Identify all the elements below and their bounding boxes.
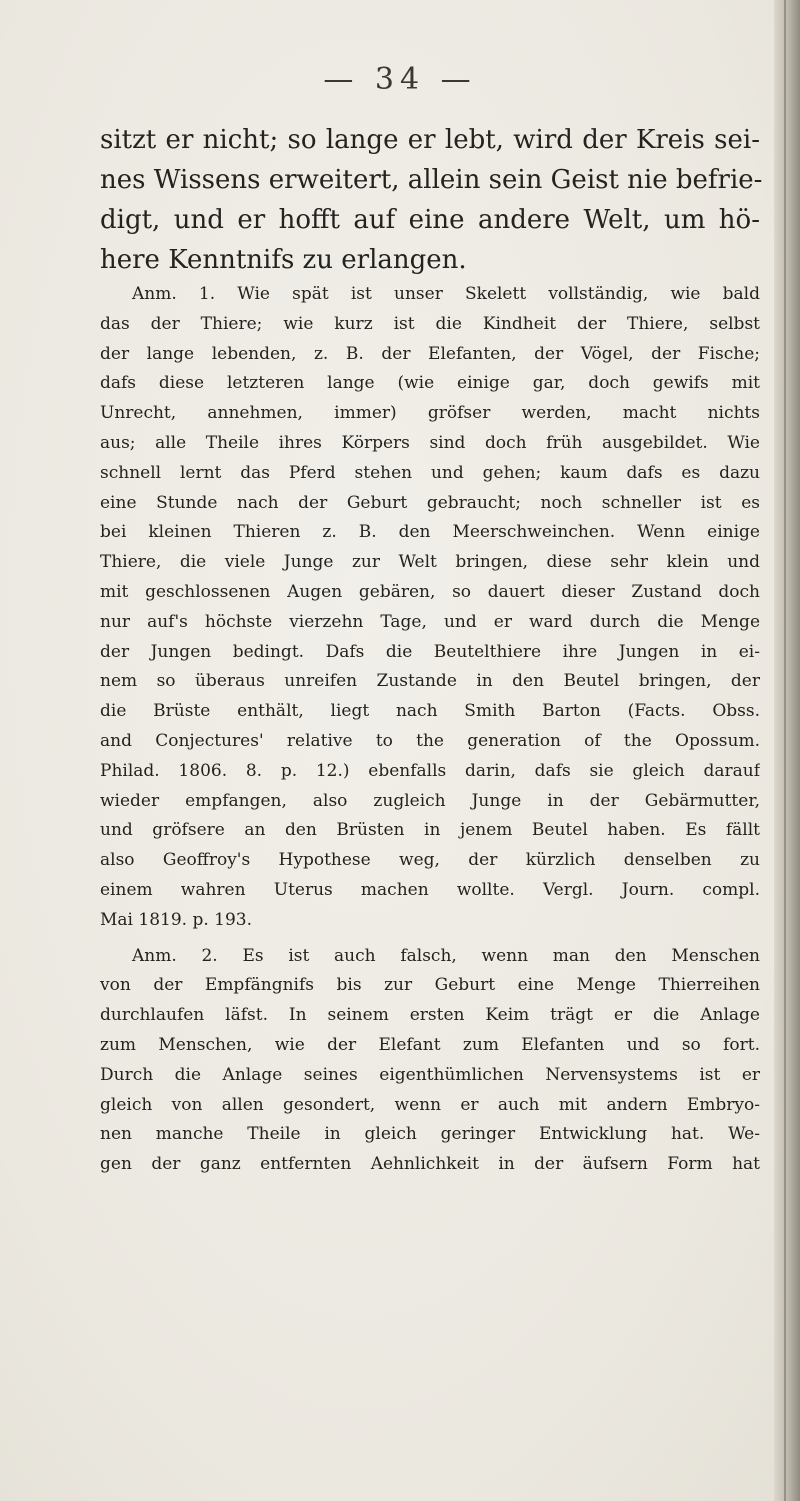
note-2 (100, 942, 760, 1180)
note-line: die Brüste enthält, liegt nach Smith Barton (Facts. Obss. (100, 701, 760, 722)
note-line: Durch die Anlage seines eigenthümlichen Nervensystems ist er (100, 1064, 760, 1085)
main-line: digt, und er hofft auf eine andere Welt, um hö- (100, 205, 760, 235)
note-line: wieder empfangen, also zugleich Junge in der Gebärmutter, (100, 790, 760, 811)
main-line: sitzt er nicht; so lange er lebt, wird der Kreis sei- (100, 125, 760, 155)
note-line: und gröfsere an den Brüsten in jenem Beutel haben. Es fällt (100, 820, 760, 841)
note-line: Unrecht, annehmen, immer) gröfser werden, macht nichts (100, 403, 760, 424)
main-line: nes Wissens erweitert, allein sein Geist nie befrie- (100, 165, 763, 195)
note-line: aus; alle Theile ihres Körpers sind doch früh ausgebildet. Wie (100, 432, 760, 453)
note-line: bei kleinen Thieren z. B. den Meerschweinchen. Wenn einige (100, 522, 760, 543)
note-line: dafs diese letzteren lange (wie einige gar, doch gewifs mit (100, 373, 760, 394)
note-line: nen manche Theile in gleich geringer Entwicklung hat. We- (100, 1124, 760, 1145)
note-line: einem wahren Uterus machen wollte. Vergl. Journ. compl. (100, 879, 760, 900)
note-line: Anm. 2. Es ist auch falsch, wenn man den Menschen (132, 945, 760, 966)
note-line: von der Empfängnifs bis zur Geburt eine Menge Thierreihen (100, 975, 760, 996)
footnotes (100, 280, 760, 1186)
note-line: mit geschlossenen Augen gebären, so dauert dieser Zustand doch (100, 581, 760, 602)
note-line: also Geoffroy's Hypothese weg, der kürzlich denselben zu (100, 850, 760, 871)
main-line: here Kenntnifs zu erlangen. (100, 245, 467, 275)
main-paragraph (100, 120, 763, 280)
note-1 (100, 280, 760, 936)
binding-edge (784, 0, 786, 1501)
note-line: das der Thiere; wie kurz ist die Kindheit der Thiere, selbst (100, 313, 760, 334)
note-line: gleich von allen gesondert, wenn er auch mit andern Embryo- (100, 1094, 760, 1115)
note-line: Mai 1819. p. 193. (100, 909, 252, 930)
note-line: and Conjectures' relative to the generation of the Opossum. (100, 730, 760, 751)
note-line: Philad. 1806. 8. p. 12.) ebenfalls darin, dafs sie gleich darauf (100, 760, 760, 781)
note-line: eine Stunde nach der Geburt gebraucht; noch schneller ist es (100, 492, 760, 513)
note-line: durchlaufen läfst. In seinem ersten Keim trägt er die Anlage (100, 1005, 760, 1026)
page-number: — 34 — (323, 62, 477, 97)
note-line: nem so überaus unreifen Zustande in den Beutel bringen, der (100, 671, 760, 692)
note-line: der lange lebenden, z. B. der Elefanten, der Vögel, der Fische; (100, 343, 760, 364)
note-line: gen der ganz entfernten Aehnlichkeit in der äufsern Form hat (100, 1154, 760, 1175)
note-line: der Jungen bedingt. Dafs die Beutelthiere ihre Jungen in ei- (100, 641, 760, 662)
note-line: nur auf's höchste vierzehn Tage, und er ward durch die Menge (100, 611, 760, 632)
page-gutter (774, 0, 800, 1501)
note-line: Thiere, die viele Junge zur Welt bringen, diese sehr klein und (100, 552, 760, 573)
note-line: schnell lernt das Pferd stehen und gehen; kaum dafs es dazu (100, 462, 760, 483)
note-line: Anm. 1. Wie spät ist unser Skelett vollständig, wie bald (132, 284, 760, 304)
note-line: zum Menschen, wie der Elefant zum Elefanten und so fort. (100, 1034, 760, 1055)
